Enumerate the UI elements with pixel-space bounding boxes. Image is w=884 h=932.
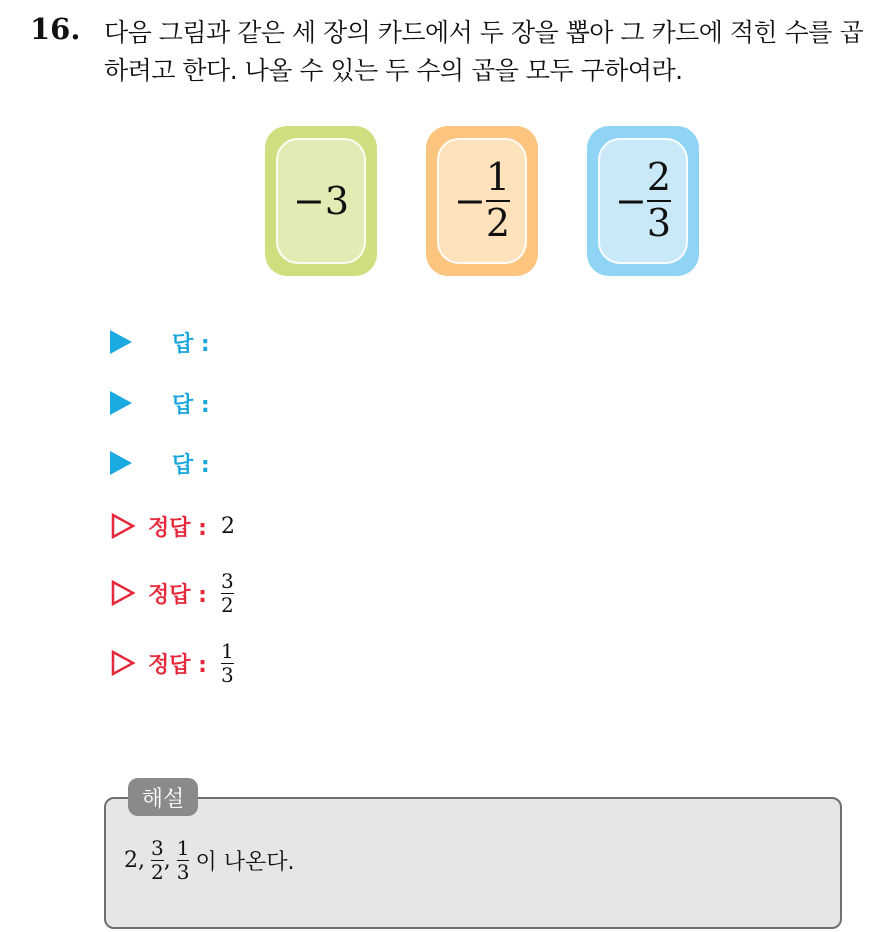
explanation-fraction-1 [151,838,164,883]
outline-triangle-icon [110,513,136,539]
correct-label: 정답 : [148,582,207,608]
card-2-denominator: 2 [485,201,511,245]
card-negative-two-thirds [587,126,699,276]
correct-2-denominator: 2 [220,592,234,617]
card-3-sign: − [614,179,647,223]
answer-row-1 [110,322,210,362]
question-number: 16. [30,12,81,46]
correct-2-numerator: 3 [220,568,234,593]
correct-row-1 [110,506,235,546]
explanation-tail: 이 나온다. [195,850,295,875]
card-negative-half [426,126,538,276]
explanation-tab: 해설 [128,778,198,816]
outline-triangle-icon [110,650,136,676]
correct-value-2 [220,568,234,617]
card-negative-three [265,126,377,276]
explanation-f1-denominator: 2 [151,860,164,884]
play-icon [110,391,132,415]
answer-row-3 [110,443,210,483]
card-1-sign: − [292,179,325,223]
explanation-content [124,838,294,883]
answer-row-2 [110,383,210,423]
answer-label: 답 : [172,392,210,418]
play-icon [110,451,132,475]
explanation-comma: , [163,848,171,873]
card-2-numerator: 1 [485,155,511,200]
card-3-denominator: 3 [646,201,672,245]
outline-triangle-icon [110,580,136,606]
explanation-f2-numerator: 1 [176,836,190,860]
correct-label: 정답 : [148,515,207,541]
answer-label: 답 : [172,331,210,357]
card-3-numerator: 2 [646,155,672,200]
question-text: 다음 그림과 같은 세 장의 카드에서 두 장을 뽑아 그 카드에 적힌 수를 곱하려고 한다. 나올 수 있는 두 수의 곱을 모두 구하여라. [104,18,864,85]
correct-row-2 [110,563,234,623]
card-2-fraction [485,155,511,245]
correct-value-1: 2 [220,513,235,539]
card-2-sign: − [453,179,486,223]
correct-row-3 [110,633,234,693]
card-1-value: 3 [324,179,350,223]
explanation-lead: 2, [124,848,145,873]
correct-label: 정답 : [148,652,207,678]
answer-label: 답 : [172,452,210,478]
correct-3-denominator: 3 [220,662,234,687]
explanation-fraction-2 [177,838,190,883]
correct-value-3 [220,638,234,687]
explanation-f2-denominator: 3 [176,860,190,884]
explanation-f1-numerator: 3 [151,836,164,860]
play-icon [110,330,132,354]
correct-3-numerator: 1 [220,638,234,663]
card-3-fraction [646,155,672,245]
